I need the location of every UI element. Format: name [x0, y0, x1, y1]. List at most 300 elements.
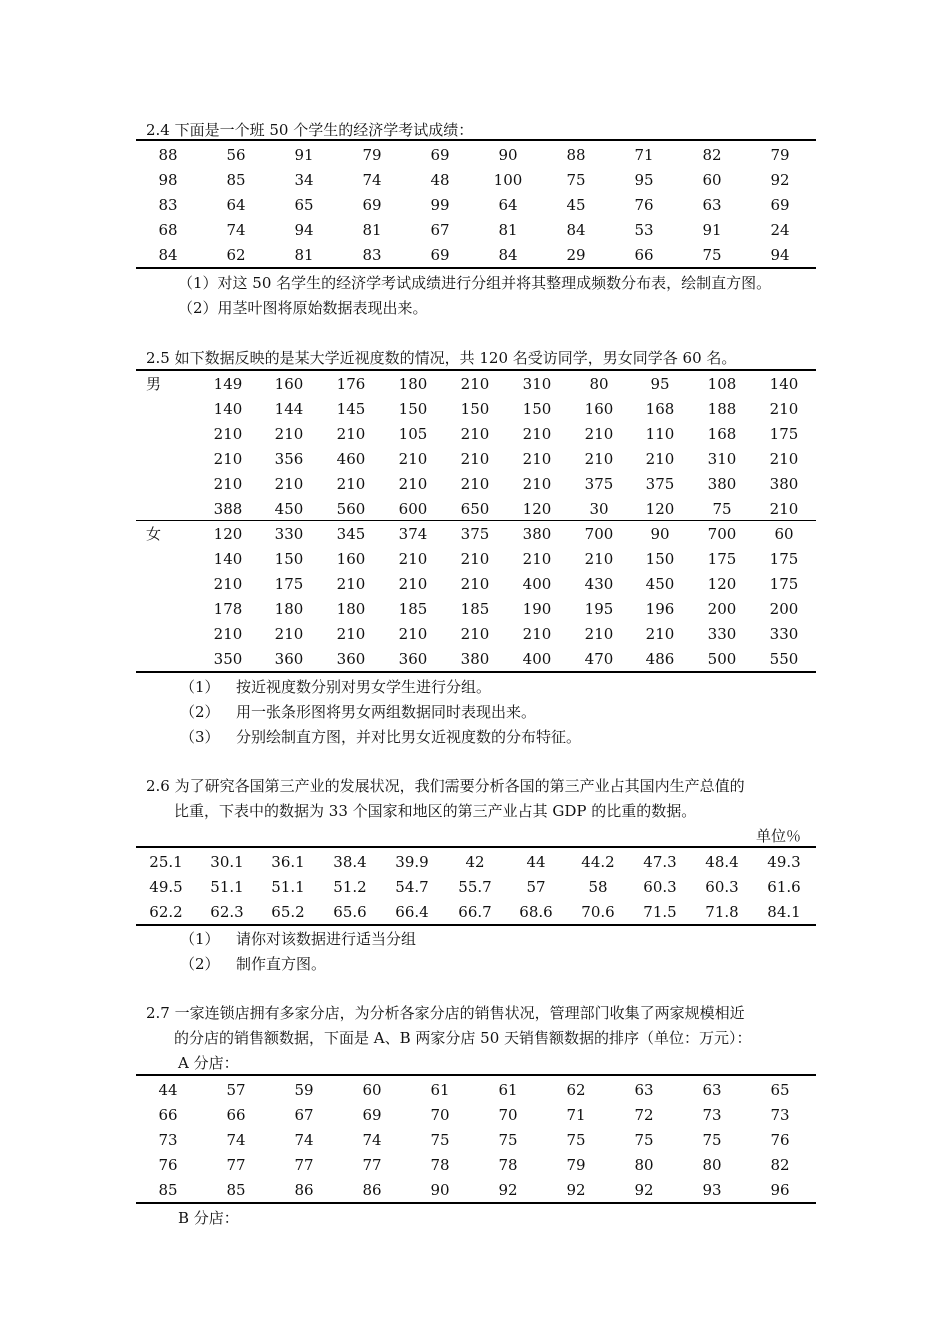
q26-unit: 单位％	[756, 827, 802, 845]
q25-male-cell: 95	[650, 375, 670, 393]
q25-female-cell: 360	[336, 650, 366, 668]
q25-female-cell: 60	[774, 525, 794, 543]
q25-male-row	[0, 424, 950, 444]
q25-male-cell: 310	[707, 450, 737, 468]
q27-cell: 74	[294, 1131, 314, 1149]
q25-male-row	[0, 374, 950, 394]
q26-cell: 49.3	[767, 853, 801, 871]
q24-row	[0, 245, 950, 265]
q24-cell: 85	[226, 171, 246, 189]
q25-item-3-num: （3）	[180, 728, 220, 746]
q25-male-cell: 210	[522, 475, 552, 493]
q25-female-cell: 210	[584, 550, 614, 568]
q25-female-cell: 175	[769, 575, 799, 593]
q25-male-cell: 210	[336, 475, 366, 493]
q25-male-cell: 210	[274, 425, 304, 443]
q25-female-row	[0, 524, 950, 544]
q25-female-cell: 210	[460, 625, 490, 643]
q26-title-line-1: 2.6 为了研究各国第三产业的发展状况，我们需要分析各国的第三产业占其国内生产总值的	[146, 777, 745, 795]
q27-cell: 74	[362, 1131, 382, 1149]
q25-male-cell: 120	[645, 500, 675, 518]
q27-cell: 75	[498, 1131, 518, 1149]
q27-cell: 85	[226, 1181, 246, 1199]
q25-item-2-num: （2）	[180, 703, 220, 721]
q25-male-cell: 210	[213, 475, 243, 493]
q25-male-cell: 210	[460, 450, 490, 468]
q25-male-label: 男	[146, 375, 162, 393]
q25-female-cell: 430	[584, 575, 614, 593]
q25-female-cell: 550	[769, 650, 799, 668]
q24-cell: 84	[498, 246, 518, 264]
q25-female-cell: 400	[522, 650, 552, 668]
q26-cell: 47.3	[643, 853, 677, 871]
q25-male-cell: 600	[398, 500, 428, 518]
q27-cell: 78	[498, 1156, 518, 1174]
q25-female-cell: 500	[707, 650, 737, 668]
q26-row	[0, 877, 950, 897]
q25-male-cell: 108	[707, 375, 737, 393]
q24-title: 2.4 下面是一个班 50 个学生的经济学考试成绩：	[146, 121, 474, 139]
q25-female-cell: 210	[336, 575, 366, 593]
q25-male-cell: 450	[274, 500, 304, 518]
q27-cell: 75	[702, 1131, 722, 1149]
q25-female-cell: 195	[584, 600, 614, 618]
q25-item-1-num: （1）	[180, 678, 220, 696]
q27-cell: 77	[294, 1156, 314, 1174]
q25-female-row	[0, 649, 950, 669]
q25-female-cell: 400	[522, 575, 552, 593]
q27-table-top-rule	[136, 1074, 816, 1076]
q24-cell: 66	[634, 246, 654, 264]
q25-male-cell: 140	[213, 400, 243, 418]
q24-cell: 53	[634, 221, 654, 239]
q27-cell: 63	[702, 1081, 722, 1099]
q25-female-cell: 90	[650, 525, 670, 543]
q25-male-cell: 180	[398, 375, 428, 393]
q24-cell: 29	[566, 246, 586, 264]
q26-cell: 36.1	[271, 853, 305, 871]
q24-cell: 92	[770, 171, 790, 189]
q27-cell: 69	[362, 1106, 382, 1124]
q24-cell: 98	[158, 171, 178, 189]
q25-male-cell: 380	[769, 475, 799, 493]
q27-cell: 44	[158, 1081, 178, 1099]
q25-male-cell: 210	[769, 400, 799, 418]
q25-female-cell: 210	[398, 625, 428, 643]
q27-cell: 75	[430, 1131, 450, 1149]
q26-cell: 70.6	[581, 903, 615, 921]
q24-cell: 68	[158, 221, 178, 239]
q25-female-cell: 120	[213, 525, 243, 543]
q25-female-cell: 175	[274, 575, 304, 593]
q27-cell: 73	[770, 1106, 790, 1124]
q25-male-cell: 120	[522, 500, 552, 518]
q26-cell: 57	[526, 878, 546, 896]
q25-female-cell: 210	[522, 625, 552, 643]
q26-cell: 39.9	[395, 853, 429, 871]
q25-female-cell: 160	[336, 550, 366, 568]
q24-cell: 81	[362, 221, 382, 239]
q25-male-cell: 175	[769, 425, 799, 443]
q25-female-cell: 185	[460, 600, 490, 618]
q27-cell: 67	[294, 1106, 314, 1124]
q25-female-cell: 180	[274, 600, 304, 618]
q25-female-cell: 360	[398, 650, 428, 668]
q27-cell: 96	[770, 1181, 790, 1199]
q27-cell: 77	[362, 1156, 382, 1174]
q25-male-cell: 210	[584, 450, 614, 468]
q27-cell: 76	[770, 1131, 790, 1149]
q27-cell: 59	[294, 1081, 314, 1099]
q24-cell: 56	[226, 146, 246, 164]
q25-item-2-text: 用一张条形图将男女两组数据同时表现出来。	[236, 703, 537, 721]
q26-title-line-2: 比重，下表中的数据为 33 个国家和地区的第三产业占其 GDP 的比重的数据。	[174, 802, 697, 820]
q25-female-cell: 210	[522, 550, 552, 568]
q24-item-2: （2）用茎叶图将原始数据表现出来。	[178, 299, 428, 317]
q27-cell: 80	[634, 1156, 654, 1174]
q25-female-row	[0, 599, 950, 619]
q26-cell: 71.5	[643, 903, 677, 921]
q26-cell: 65.2	[271, 903, 305, 921]
q24-cell: 75	[566, 171, 586, 189]
q26-table-top-rule	[136, 846, 816, 848]
q27-row	[0, 1105, 950, 1125]
q25-male-row	[0, 474, 950, 494]
q25-female-cell: 380	[522, 525, 552, 543]
q24-table-bottom-rule	[136, 267, 816, 269]
q26-cell: 54.7	[395, 878, 429, 896]
q27-cell: 92	[498, 1181, 518, 1199]
q25-male-cell: 210	[769, 500, 799, 518]
q25-female-row	[0, 574, 950, 594]
q24-cell: 67	[430, 221, 450, 239]
q24-cell: 65	[294, 196, 314, 214]
q27-cell: 72	[634, 1106, 654, 1124]
q25-male-cell: 210	[460, 475, 490, 493]
q25-male-cell: 80	[589, 375, 609, 393]
q25-female-cell: 374	[398, 525, 428, 543]
q26-cell: 42	[465, 853, 485, 871]
q25-male-cell: 210	[398, 450, 428, 468]
q24-cell: 94	[770, 246, 790, 264]
q26-row	[0, 902, 950, 922]
q24-cell: 48	[430, 171, 450, 189]
q27-cell: 86	[362, 1181, 382, 1199]
q25-male-row	[0, 449, 950, 469]
q25-female-cell: 210	[460, 550, 490, 568]
q26-cell: 60.3	[705, 878, 739, 896]
q24-cell: 76	[634, 196, 654, 214]
q24-cell: 83	[158, 196, 178, 214]
q25-female-cell: 150	[645, 550, 675, 568]
q24-cell: 69	[362, 196, 382, 214]
q27-cell: 77	[226, 1156, 246, 1174]
q26-cell: 49.5	[149, 878, 183, 896]
q27-row	[0, 1155, 950, 1175]
q27-cell: 63	[634, 1081, 654, 1099]
q26-cell: 61.6	[767, 878, 801, 896]
q24-cell: 91	[294, 146, 314, 164]
q26-cell: 58	[588, 878, 608, 896]
q27-cell: 71	[566, 1106, 586, 1124]
q27-title-line-2: 的分店的销售额数据，下面是 A、B 两家分店 50 天销售额数据的排序（单位：万元）：	[174, 1029, 752, 1047]
q26-cell: 44	[526, 853, 546, 871]
q24-cell: 34	[294, 171, 314, 189]
q26-cell: 71.8	[705, 903, 739, 921]
q25-male-cell: 188	[707, 400, 737, 418]
q27-store-a-label: A 分店：	[178, 1054, 239, 1072]
q24-cell: 79	[770, 146, 790, 164]
q27-cell: 93	[702, 1181, 722, 1199]
q26-cell: 66.4	[395, 903, 429, 921]
q26-item-2-text: 制作直方图。	[236, 955, 327, 973]
q25-male-cell: 150	[460, 400, 490, 418]
q25-female-cell: 178	[213, 600, 243, 618]
q27-cell: 82	[770, 1156, 790, 1174]
q25-male-cell: 75	[712, 500, 732, 518]
q25-male-cell: 356	[274, 450, 304, 468]
q26-row	[0, 852, 950, 872]
q24-cell: 74	[226, 221, 246, 239]
q25-male-cell: 168	[645, 400, 675, 418]
q27-row	[0, 1080, 950, 1100]
q25-female-cell: 185	[398, 600, 428, 618]
q27-cell: 70	[430, 1106, 450, 1124]
q25-male-cell: 210	[213, 450, 243, 468]
q25-male-cell: 144	[274, 400, 304, 418]
q25-male-cell: 140	[769, 375, 799, 393]
q25-male-cell: 460	[336, 450, 366, 468]
q25-female-cell: 700	[584, 525, 614, 543]
q25-male-cell: 150	[522, 400, 552, 418]
q25-table-top-rule	[136, 369, 816, 371]
q25-male-cell: 375	[645, 475, 675, 493]
q25-male-cell: 160	[274, 375, 304, 393]
q25-male-cell: 210	[522, 450, 552, 468]
q25-item-3-text: 分别绘制直方图，并对比男女近视度数的分布特征。	[236, 728, 582, 746]
q24-cell: 90	[498, 146, 518, 164]
q25-female-label: 女	[146, 525, 162, 543]
q25-female-cell: 180	[336, 600, 366, 618]
q25-female-cell: 175	[769, 550, 799, 568]
q24-table-top-rule	[136, 139, 816, 141]
q27-cell: 86	[294, 1181, 314, 1199]
q26-cell: 38.4	[333, 853, 367, 871]
q26-item-1-num: （1）	[180, 930, 220, 948]
q25-female-cell: 330	[707, 625, 737, 643]
q25-female-cell: 200	[769, 600, 799, 618]
q27-cell: 70	[498, 1106, 518, 1124]
q24-cell: 69	[430, 246, 450, 264]
q25-female-cell: 210	[398, 575, 428, 593]
q25-male-cell: 210	[460, 425, 490, 443]
q25-female-cell: 470	[584, 650, 614, 668]
q24-row	[0, 170, 950, 190]
q24-cell: 64	[226, 196, 246, 214]
q25-male-cell: 210	[645, 450, 675, 468]
q24-row	[0, 195, 950, 215]
q25-male-cell: 310	[522, 375, 552, 393]
q25-female-cell: 345	[336, 525, 366, 543]
q25-female-cell: 140	[213, 550, 243, 568]
q26-item-1-text: 请你对该数据进行适当分组	[236, 930, 417, 948]
q24-item-1: （1）对这 50 名学生的经济学考试成绩进行分组并将其整理成频数分布表，绘制直方图。	[178, 274, 772, 292]
q25-female-cell: 210	[274, 625, 304, 643]
q24-cell: 99	[430, 196, 450, 214]
q25-male-row	[0, 499, 950, 519]
q25-female-cell: 196	[645, 600, 675, 618]
q24-cell: 94	[294, 221, 314, 239]
q27-cell: 73	[702, 1106, 722, 1124]
q25-female-cell: 210	[645, 625, 675, 643]
q24-cell: 84	[158, 246, 178, 264]
q27-row	[0, 1130, 950, 1150]
q25-table-bottom-rule	[136, 671, 816, 673]
q25-male-cell: 210	[336, 425, 366, 443]
q26-cell: 65.6	[333, 903, 367, 921]
q25-section-divider	[136, 520, 816, 521]
q24-cell: 91	[702, 221, 722, 239]
q27-cell: 92	[566, 1181, 586, 1199]
q26-cell: 62.2	[149, 903, 183, 921]
q25-male-cell: 210	[274, 475, 304, 493]
q24-cell: 62	[226, 246, 246, 264]
q25-male-cell: 145	[336, 400, 366, 418]
q24-cell: 64	[498, 196, 518, 214]
q24-cell: 88	[158, 146, 178, 164]
q27-cell: 90	[430, 1181, 450, 1199]
q25-male-cell: 210	[522, 425, 552, 443]
q27-cell: 78	[430, 1156, 450, 1174]
q27-cell: 66	[158, 1106, 178, 1124]
q26-cell: 30.1	[210, 853, 244, 871]
q25-male-cell: 150	[398, 400, 428, 418]
q26-cell: 60.3	[643, 878, 677, 896]
q25-male-cell: 168	[707, 425, 737, 443]
q25-male-cell: 388	[213, 500, 243, 518]
q27-cell: 75	[566, 1131, 586, 1149]
q25-male-cell: 160	[584, 400, 614, 418]
q27-cell: 61	[430, 1081, 450, 1099]
q25-female-cell: 210	[460, 575, 490, 593]
q27-title-line-1: 2.7 一家连锁店拥有多家分店，为分析各家分店的销售状况，管理部门收集了两家规模相近	[146, 1004, 745, 1022]
q26-cell: 48.4	[705, 853, 739, 871]
q27-cell: 79	[566, 1156, 586, 1174]
q27-cell: 76	[158, 1156, 178, 1174]
q24-cell: 74	[362, 171, 382, 189]
q26-cell: 44.2	[581, 853, 615, 871]
q24-cell: 83	[362, 246, 382, 264]
q25-female-cell: 486	[645, 650, 675, 668]
q25-female-cell: 330	[274, 525, 304, 543]
q25-female-cell: 200	[707, 600, 737, 618]
q27-cell: 80	[702, 1156, 722, 1174]
q24-cell: 79	[362, 146, 382, 164]
q27-cell: 65	[770, 1081, 790, 1099]
q24-cell: 81	[498, 221, 518, 239]
q24-cell: 75	[702, 246, 722, 264]
q25-male-cell: 149	[213, 375, 243, 393]
q27-cell: 92	[634, 1181, 654, 1199]
q27-store-b-label: B 分店：	[178, 1209, 239, 1227]
q25-female-row	[0, 549, 950, 569]
q25-male-cell: 650	[460, 500, 490, 518]
q24-cell: 82	[702, 146, 722, 164]
q26-cell: 66.7	[458, 903, 492, 921]
q24-cell: 60	[702, 171, 722, 189]
q26-cell: 25.1	[149, 853, 183, 871]
q25-male-cell: 380	[707, 475, 737, 493]
q25-male-cell: 210	[398, 475, 428, 493]
q25-female-cell: 210	[336, 625, 366, 643]
q25-female-cell: 350	[213, 650, 243, 668]
q25-female-cell: 380	[460, 650, 490, 668]
q25-female-cell: 175	[707, 550, 737, 568]
q25-male-cell: 560	[336, 500, 366, 518]
q25-female-cell: 210	[584, 625, 614, 643]
q27-cell: 60	[362, 1081, 382, 1099]
q27-cell: 57	[226, 1081, 246, 1099]
q25-female-cell: 210	[398, 550, 428, 568]
q25-female-cell: 450	[645, 575, 675, 593]
q25-male-cell: 210	[769, 450, 799, 468]
q24-cell: 95	[634, 171, 654, 189]
q24-cell: 45	[566, 196, 586, 214]
q25-male-cell: 210	[584, 425, 614, 443]
q24-cell: 84	[566, 221, 586, 239]
q25-female-cell: 360	[274, 650, 304, 668]
q25-female-cell: 375	[460, 525, 490, 543]
q24-row	[0, 145, 950, 165]
q26-cell: 62.3	[210, 903, 244, 921]
q26-item-2-num: （2）	[180, 955, 220, 973]
q25-male-cell: 30	[589, 500, 609, 518]
q25-female-cell: 190	[522, 600, 552, 618]
q26-cell: 51.1	[271, 878, 305, 896]
q27-row	[0, 1180, 950, 1200]
q25-female-cell: 210	[213, 625, 243, 643]
q27-cell: 85	[158, 1181, 178, 1199]
q25-male-cell: 210	[460, 375, 490, 393]
q25-male-cell: 110	[645, 425, 675, 443]
q24-cell: 24	[770, 221, 790, 239]
q24-cell: 69	[770, 196, 790, 214]
q24-cell: 69	[430, 146, 450, 164]
q26-cell: 68.6	[519, 903, 553, 921]
q25-male-row	[0, 399, 950, 419]
q24-cell: 88	[566, 146, 586, 164]
q25-male-cell: 105	[398, 425, 428, 443]
q25-female-cell: 330	[769, 625, 799, 643]
q25-female-row	[0, 624, 950, 644]
q27-cell: 66	[226, 1106, 246, 1124]
q25-female-cell: 700	[707, 525, 737, 543]
q25-male-cell: 176	[336, 375, 366, 393]
q26-cell: 55.7	[458, 878, 492, 896]
q27-cell: 75	[634, 1131, 654, 1149]
q24-cell: 100	[493, 171, 523, 189]
q24-row	[0, 220, 950, 240]
q27-cell: 73	[158, 1131, 178, 1149]
q24-cell: 81	[294, 246, 314, 264]
q27-cell: 74	[226, 1131, 246, 1149]
q27-cell: 61	[498, 1081, 518, 1099]
q24-cell: 63	[702, 196, 722, 214]
q26-cell: 51.1	[210, 878, 244, 896]
q25-title: 2.5 如下数据反映的是某大学近视度数的情况，共 120 名受访同学，男女同学各 60 名。	[146, 349, 737, 367]
q25-female-cell: 150	[274, 550, 304, 568]
q25-female-cell: 120	[707, 575, 737, 593]
